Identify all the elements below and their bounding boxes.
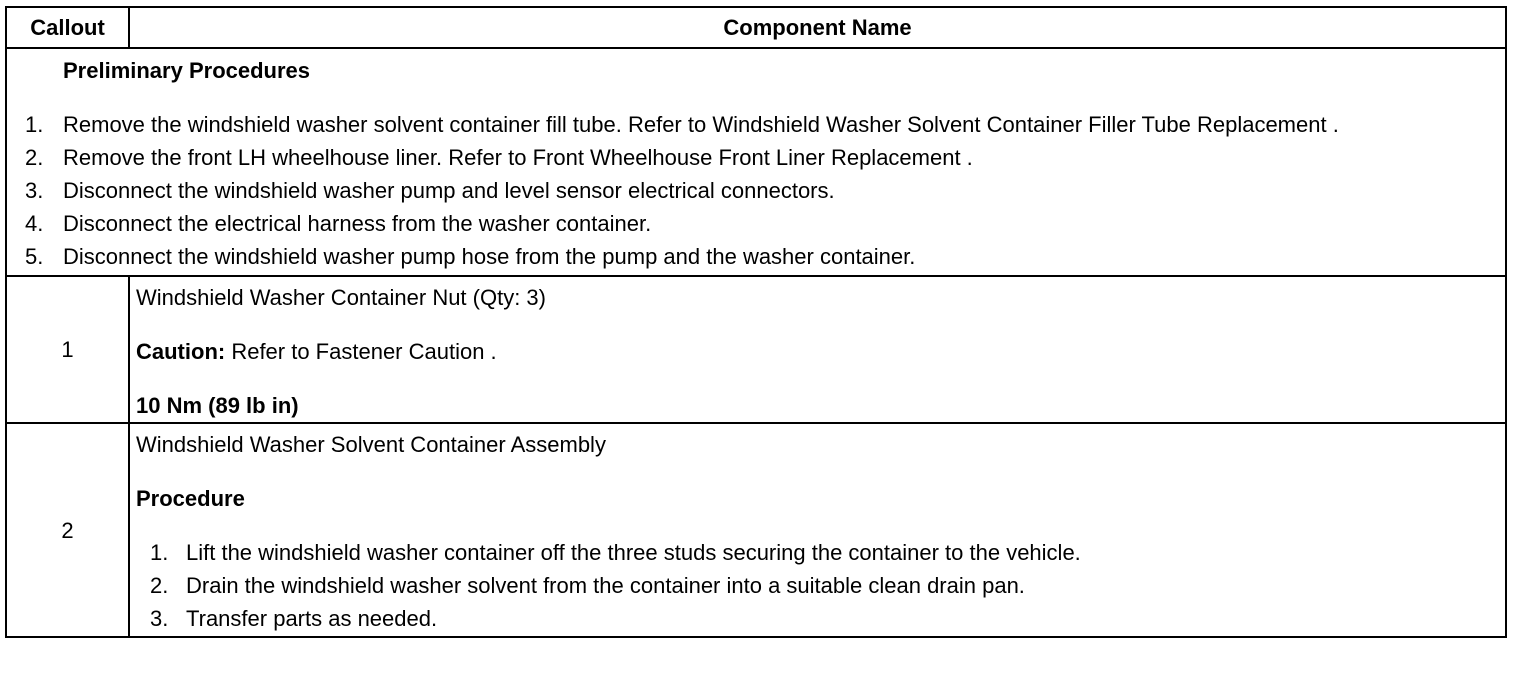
step-text: Disconnect the electrical harness from the washer container. xyxy=(63,211,652,236)
step-number: 2. xyxy=(25,145,44,170)
table-row xyxy=(6,276,1506,423)
header-callout: Callout xyxy=(6,7,129,48)
callout-number: 1 xyxy=(6,276,129,423)
step-number: 1. xyxy=(150,540,169,565)
list-item xyxy=(136,537,1505,569)
step-text: Drain the windshield washer solvent from the container into a suitable clean drain pan. xyxy=(186,573,1025,598)
callout-number: 2 xyxy=(6,423,129,637)
component-cell xyxy=(129,423,1506,637)
caution-text: Refer to Fastener Caution . xyxy=(225,339,497,364)
list-item xyxy=(136,570,1505,602)
header-component-name: Component Name xyxy=(129,7,1506,48)
procedure-steps xyxy=(136,537,1505,635)
step-text: Remove the windshield washer solvent container fill tube. Refer to Windshield Washer Solvent Container Filler Tube Replacement . xyxy=(63,112,1339,137)
component-cell xyxy=(129,276,1506,423)
step-text: Transfer parts as needed. xyxy=(186,606,438,631)
table-header-row xyxy=(6,7,1506,48)
list-item xyxy=(7,142,1505,173)
table-row xyxy=(6,423,1506,637)
procedure-title: Procedure xyxy=(136,486,245,511)
step-text: Disconnect the windshield washer pump and level sensor electrical connectors. xyxy=(63,178,835,203)
preliminary-steps xyxy=(7,109,1505,272)
caution-line xyxy=(136,335,1505,368)
list-item xyxy=(7,208,1505,239)
preliminary-cell xyxy=(6,48,1506,276)
component-name: Windshield Washer Solvent Container Assembly xyxy=(136,432,606,457)
preliminary-title: Preliminary Procedures xyxy=(63,58,311,83)
component-table xyxy=(5,6,1507,638)
component-name: Windshield Washer Container Nut (Qty: 3) xyxy=(136,285,546,310)
list-item xyxy=(7,241,1505,272)
list-item xyxy=(7,109,1505,140)
caution-label: Caution: xyxy=(136,339,226,364)
step-text: Disconnect the windshield washer pump hose from the pump and the washer container. xyxy=(63,244,916,269)
step-number: 3. xyxy=(150,606,169,631)
step-text: Lift the windshield washer container off the three studs securing the container to the vehicle. xyxy=(186,540,1081,565)
list-item xyxy=(7,175,1505,206)
preliminary-row xyxy=(6,48,1506,276)
step-number: 1. xyxy=(25,112,44,137)
step-number: 5. xyxy=(25,244,44,269)
step-number: 3. xyxy=(25,178,44,203)
step-text: Remove the front LH wheelhouse liner. Refer to Front Wheelhouse Front Liner Replacement . xyxy=(63,145,973,170)
step-number: 4. xyxy=(25,211,44,236)
torque-spec: 10 Nm (89 lb in) xyxy=(136,393,299,418)
list-item xyxy=(136,603,1505,635)
step-number: 2. xyxy=(150,573,169,598)
